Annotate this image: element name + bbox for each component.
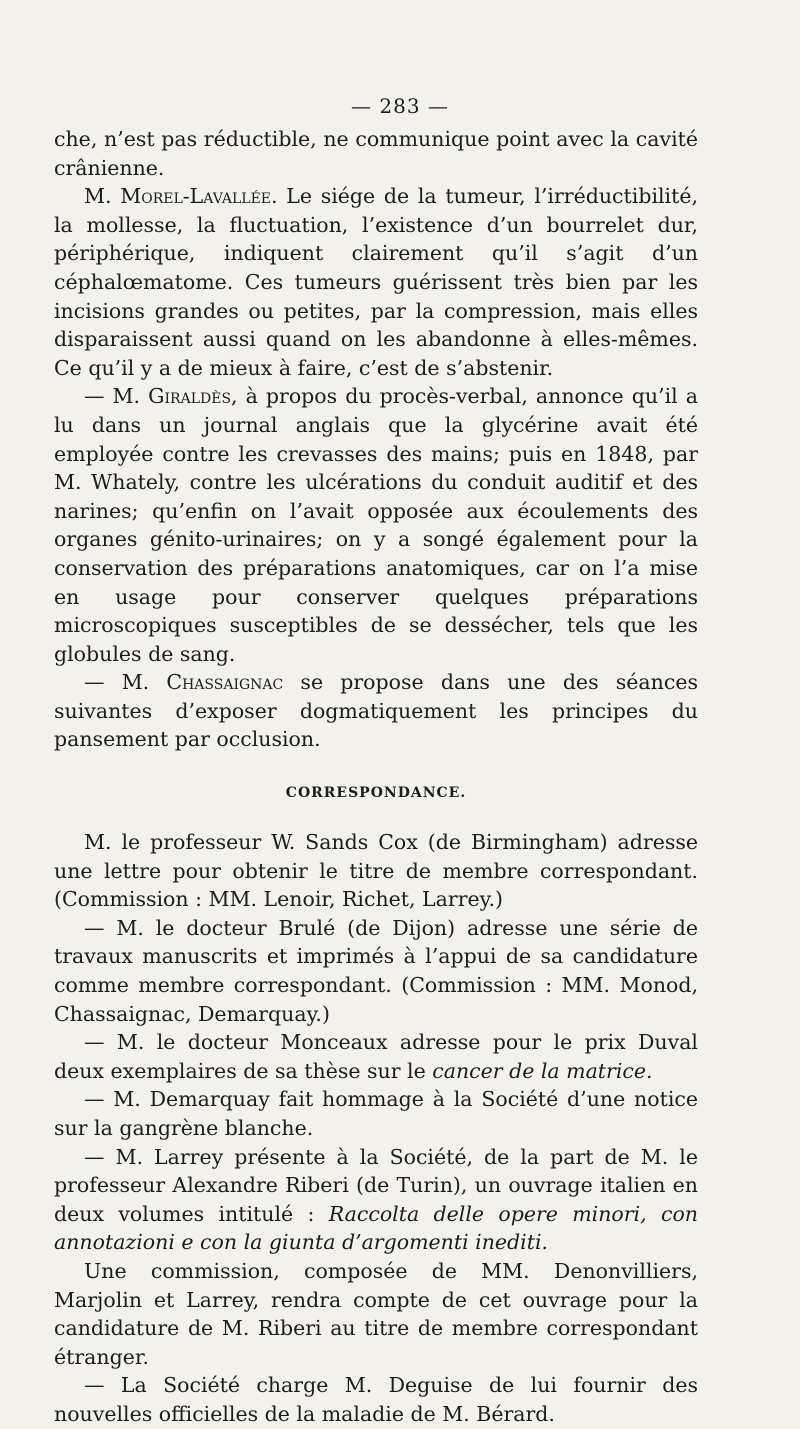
italic-title: Raccolta delle opere minori, con annotazioni e con la giunta d’argomenti inediti. — [54, 1201, 698, 1255]
paragraph-chassaignac: — M. Chassaignac se propose dans une des séances suivantes d’exposer dogmatiquement les principes du pansement par occlusion. — [54, 670, 698, 752]
paragraph-monceaux: — M. le docteur Monceaux adresse pour le prix Duval deux exemplaires de sa thèse sur le cancer de la matrice. — [54, 1030, 698, 1083]
paragraph-giraldes: — M. Giraldès, à propos du procès-verbal, annonce qu’il a lu dans un journal anglais que la glycérine avait été employée contre les crevasses des mains; puis en 1848, par M. Whately, contre les ulcérations du conduit auditif et des narines; qu’enfin on l’avait opposée aux écoulements des organes génito-urinaires; on y a songé également pour la conservation des préparations anatomiques, car on l’a mise en usage pour conserver quelques préparations microscopiques susceptibles de se dessécher, tels que les globules de sang. — [54, 384, 698, 666]
paragraph-continuation: che, n’est pas réductible, ne communique point avec la cavité crânienne. — [54, 127, 698, 180]
speaker-name: Giraldès, — [148, 384, 238, 409]
paragraph-larrey: — M. Larrey présente à la Société, de la part de M. le professeur Alexandre Riberi (de Turin), un ouvrage italien en deux volumes intitulé : Raccolta delle opere minori, con annotazioni e con la giunta d’argomenti inediti. — [54, 1144, 698, 1255]
speaker-name: Morel-Lavallée. — [120, 184, 278, 209]
paragraph-commission: Une commission, composée de MM. Denonvilliers, Marjolin et Larrey, rendra compte de cet ouvrage pour la candidature de M. Riberi au titre de membre correspondant étranger. — [54, 1258, 698, 1369]
speaker-name: Chassaignac — [166, 670, 284, 695]
paragraph-brule: — M. le docteur Brulé (de Dijon) adresse une série de travaux manuscrits et imprimés à l’appui de sa candidature comme membre correspondant. (Commission : MM. Monod, Chassaignac, Demarquay.) — [54, 915, 698, 1026]
page-number: — 283 — — [351, 94, 449, 118]
paragraph-demarquay: — M. Demarquay fait hommage à la Société d’une notice sur la gangrène blanche. — [54, 1087, 698, 1140]
paragraph-sands-cox: M. le professeur W. Sands Cox (de Birmingham) adresse une lettre pour obtenir le titre de membre correspondant. (Commission : MM. Lenoir, Richet, Larrey.) — [54, 830, 698, 912]
body-text — [54, 125, 698, 1429]
section-heading: CORRESPONDANCE. — [285, 785, 467, 802]
paragraph-deguise: — La Société charge M. Deguise de lui fournir des nouvelles officielles de la maladie de M. Bérard. — [54, 1373, 698, 1426]
paragraph-morel-lavallee: M. Morel-Lavallée. Le siége de la tumeur, l’irréductibilité, la mollesse, la fluctuation, l’existence d’un bourrelet dur, périphérique, indiquent clairement qu’il s’agit d’un céphalœmatome. Ces tumeurs guérissent très bien par les incisions grandes ou petites, par la compression, mais elles disparaissent aussi quand on les abandonne à elles-mêmes. Ce qu’il y a de mieux à faire, c’est de s’abstenir. — [54, 184, 698, 380]
italic-title: cancer de la matrice. — [432, 1058, 653, 1083]
